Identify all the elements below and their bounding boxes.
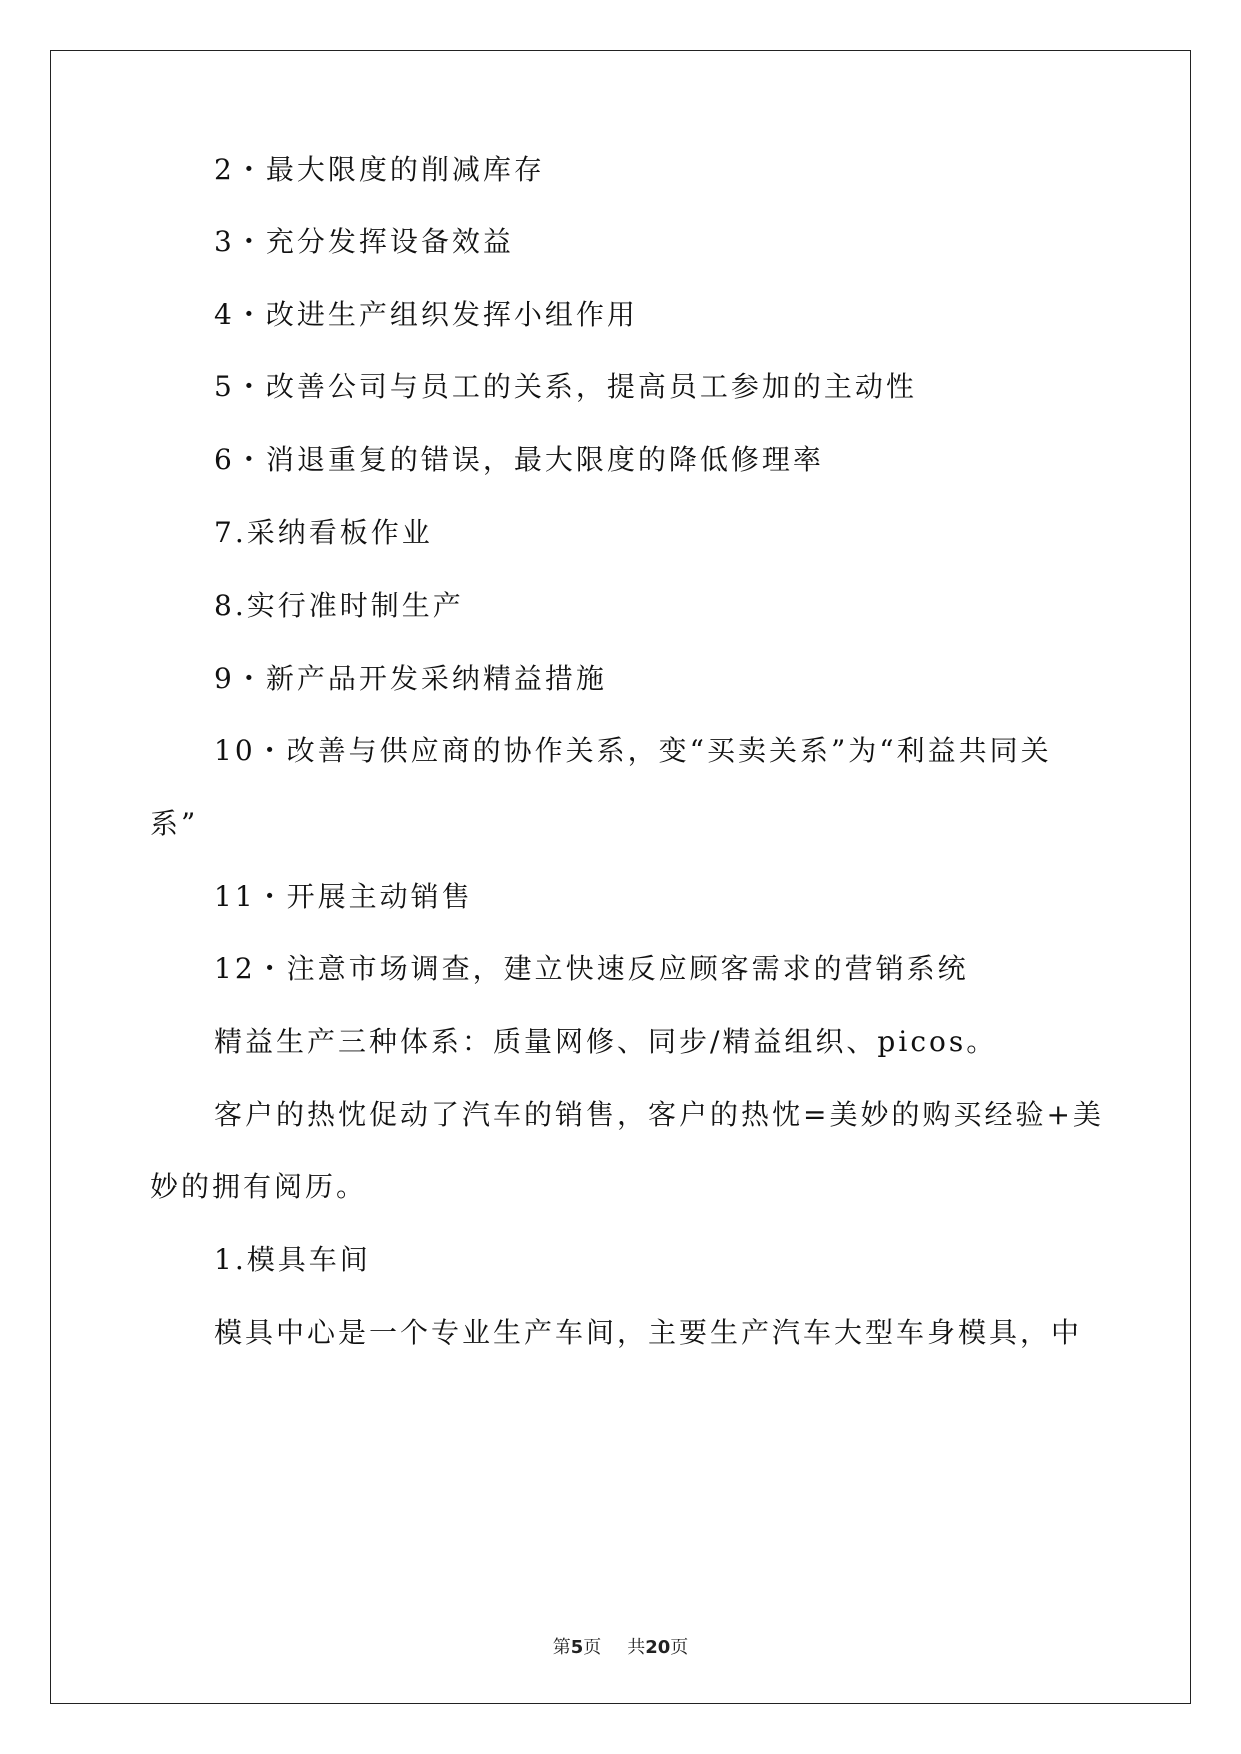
total-suffix: 页 [670, 1637, 689, 1658]
paragraph-mold-center: 模具中心是一个专业生产车间，主要生产汽车大型车身模具，中 [214, 1316, 1083, 1349]
list-item-2: 2・最大限度的削减库存 [214, 153, 545, 186]
page-suffix: 页 [583, 1637, 602, 1658]
paragraph-customer-enthusiasm: 客户的热忱促动了汽车的销售，客户的热忱=美妙的购买经验+美 [214, 1098, 1104, 1131]
list-item-5: 5・改善公司与员工的关系，提高员工参加的主动性 [214, 370, 917, 403]
total-pages: 20 [645, 1637, 671, 1658]
list-item-10: 10・改善与供应商的协作关系，变“买卖关系”为“利益共同关 [214, 734, 1052, 767]
paragraph-customer-enthusiasm-continued: 妙的拥有阅历。 [150, 1170, 368, 1203]
page-footer [0, 1636, 1241, 1660]
list-item-7: 7.采纳看板作业 [214, 516, 433, 549]
list-item-11: 11・开展主动销售 [214, 880, 473, 913]
list-item-4: 4・改进生产组织发挥小组作用 [214, 298, 638, 331]
section-heading-mold-workshop: 1.模具车间 [214, 1243, 371, 1276]
paragraph-lean-systems: 精益生产三种体系：质量网修、同步/精益组织、picos。 [214, 1025, 998, 1058]
total-prefix: 共 [627, 1637, 646, 1658]
page-number: 5 [570, 1637, 584, 1658]
list-item-3: 3・充分发挥设备效益 [214, 225, 514, 258]
page-prefix: 第 [552, 1637, 571, 1658]
list-item-10-continued: 系” [150, 807, 199, 840]
list-item-12: 12・注意市场调查，建立快速反应顾客需求的营销系统 [214, 952, 969, 985]
list-item-8: 8.实行准时制生产 [214, 589, 464, 622]
list-item-9: 9・新产品开发采纳精益措施 [214, 662, 607, 695]
list-item-6: 6・消退重复的错误，最大限度的降低修理率 [214, 443, 824, 476]
